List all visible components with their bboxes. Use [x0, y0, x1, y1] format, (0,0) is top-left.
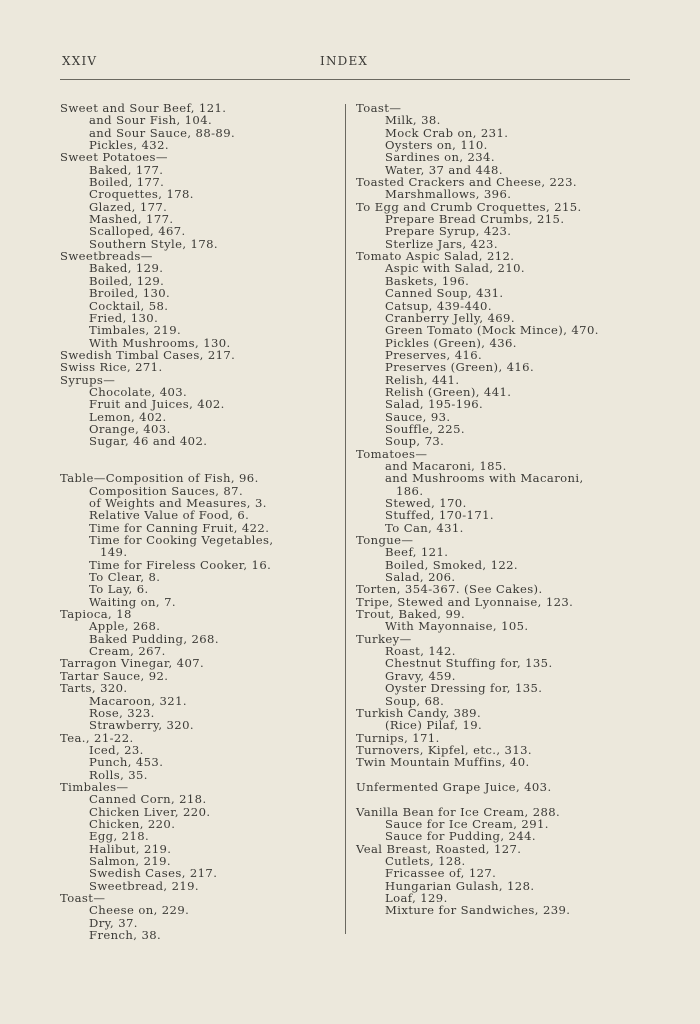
right-index-column	[356, 102, 641, 917]
index-subentry: Relative Value of Food, 6.	[89, 508, 250, 523]
index-subentry: With Mayonnaise, 105.	[385, 619, 529, 634]
index-subentry: Relish, 441.	[385, 372, 460, 387]
index-subentry: Stewed, 170.	[385, 496, 467, 510]
index-subentry: Glazed, 177.	[89, 199, 168, 214]
index-subentry: Timbales, 219.	[89, 323, 182, 338]
index-entry: Tomatoes—	[356, 446, 428, 461]
index-subentry: Water, 37 and 448.	[385, 162, 503, 177]
index-entry: Tapioca, 18	[60, 607, 132, 622]
index-subentry: Milk, 38.	[385, 113, 441, 128]
index-subentry: Chocolate, 403.	[89, 384, 188, 399]
index-subentry: Salad, 206.	[385, 570, 456, 585]
page-number: XXIV	[62, 54, 98, 68]
index-subentry: Souffle, 225.	[385, 421, 465, 436]
index-subentry: Apple, 268.	[89, 619, 161, 634]
index-subentry: Strawberry, 320.	[89, 718, 194, 733]
index-subentry: Halibut, 219.	[89, 841, 172, 856]
index-subentry: Scalloped, 467.	[89, 224, 186, 239]
index-subentry: Egg, 218.	[89, 829, 150, 844]
index-subentry: With Mushrooms, 130.	[89, 335, 231, 350]
index-subentry: French, 38.	[89, 928, 162, 943]
index-subentry: Broiled, 130.	[89, 286, 171, 301]
index-subentry: 149.	[100, 545, 128, 560]
index-entry: Turnovers, Kipfel, etc., 313.	[356, 742, 532, 757]
index-entry: Toast—	[60, 891, 106, 905]
column-divider	[345, 104, 346, 934]
index-subentry: Chicken Liver, 220.	[89, 804, 211, 819]
index-subentry: Dry, 37.	[89, 915, 138, 930]
index-entry: Sweet Potatoes—	[60, 150, 168, 165]
index-subentry: Oysters on, 110.	[385, 138, 488, 153]
index-subentry: Time for Fireless Cooker, 16.	[89, 557, 272, 572]
page-title: INDEX	[320, 54, 369, 68]
index-subentry: Relish (Green), 441.	[385, 384, 512, 399]
index-entry: Toasted Crackers and Cheese, 223.	[356, 175, 577, 190]
index-subentry: Lemon, 402.	[89, 409, 167, 424]
header-rule	[60, 79, 630, 80]
index-entry: Swiss Rice, 271.	[60, 360, 163, 375]
index-entry: Swedish Timbal Cases, 217.	[60, 347, 236, 362]
index-subentry: 186.	[396, 483, 424, 498]
index-entry: Veal Breast, Roasted, 127.	[356, 841, 522, 856]
index-subentry: Macaroon, 321.	[89, 693, 187, 708]
index-subentry: Mixture for Sandwiches, 239.	[385, 903, 571, 918]
index-subentry: Cutlets, 128.	[385, 853, 466, 868]
index-subentry: To Lay, 6.	[89, 582, 149, 597]
entry-gap	[356, 793, 641, 805]
index-subentry: Mock Crab on, 231.	[385, 125, 509, 140]
index-subentry: Roast, 142.	[385, 644, 456, 659]
index-subentry: Stuffed, 170-171.	[385, 508, 494, 523]
index-subentry: of Weights and Measures, 3.	[89, 496, 267, 510]
index-subentry: Soup, 73.	[385, 434, 445, 449]
index-entry: Tartar Sauce, 92.	[60, 668, 169, 683]
index-subentry: and Sour Sauce, 88-89.	[89, 125, 236, 140]
entry-gap	[60, 448, 342, 460]
index-entry: Table—Composition of Fish, 96.	[60, 471, 259, 486]
index-subentry: Chestnut Stuffing for, 135.	[385, 656, 553, 671]
index-entry: Toast—	[356, 101, 402, 115]
index-subentry: Sweetbread, 219.	[89, 878, 199, 893]
index-entry: Tarts, 320.	[60, 681, 128, 696]
index-entry: Syrups—	[60, 372, 116, 387]
index-subentry: Rose, 323.	[89, 705, 155, 720]
index-subentry: Canned Corn, 218.	[89, 792, 207, 807]
index-subentry: Fruit and Juices, 402.	[89, 397, 225, 412]
index-subentry: and Sour Fish, 104.	[89, 113, 213, 128]
index-subentry: Baked, 177.	[89, 162, 164, 177]
index-subentry: Chicken, 220.	[89, 816, 176, 831]
index-subentry: Southern Style, 178.	[89, 236, 218, 251]
index-entry: Tongue—	[356, 533, 414, 548]
index-subentry: Oyster Dressing for, 135.	[385, 681, 543, 696]
index-entry: Tarragon Vinegar, 407.	[60, 656, 205, 671]
index-entry: Twin Mountain Muffins, 40.	[356, 755, 530, 770]
index-subentry: Sterlize Jars, 423.	[385, 236, 498, 251]
index-subentry: Boiled, 177.	[89, 175, 165, 190]
index-subentry: Baked, 129.	[89, 261, 164, 276]
index-subentry: Canned Soup, 431.	[385, 286, 504, 301]
index-entry: Turkish Candy, 389.	[356, 705, 482, 720]
left-index-column	[60, 102, 342, 941]
index-entry: Timbales—	[60, 779, 129, 794]
index-subentry: Prepare Bread Crumbs, 215.	[385, 212, 565, 227]
index-subentry: Pickles (Green), 436.	[385, 335, 517, 350]
index-entry: To Egg and Crumb Croquettes, 215.	[356, 199, 582, 214]
index-subentry: Time for Canning Fruit, 422.	[89, 520, 270, 535]
index-subentry: Gravy, 459.	[385, 668, 456, 683]
index-subentry: Fried, 130.	[89, 310, 159, 325]
index-subentry: Preserves (Green), 416.	[385, 360, 535, 375]
index-subentry: Boiled, Smoked, 122.	[385, 557, 518, 572]
index-entry: Turkey—	[356, 631, 412, 646]
index-subentry: Cheese on, 229.	[89, 903, 190, 918]
index-subentry: (Rice) Pilaf, 19.	[385, 718, 483, 733]
index-entry: Unfermented Grape Juice, 403.	[356, 779, 552, 794]
index-entry: Turnips, 171.	[356, 730, 440, 745]
index-subentry: Hungarian Gulash, 128.	[385, 878, 535, 893]
index-subentry: Croquettes, 178.	[89, 187, 194, 202]
index-subentry: Mashed, 177.	[89, 212, 174, 227]
index-subentry: Baskets, 196.	[385, 273, 470, 288]
index-subentry: Sauce for Ice Cream, 291.	[385, 816, 549, 831]
index-subentry: Orange, 403.	[89, 421, 171, 436]
index-subentry: Cocktail, 58.	[89, 298, 169, 313]
index-subentry: Loaf, 129.	[385, 891, 448, 905]
index-entry: Sweetbreads—	[60, 249, 153, 264]
index-subentry: Composition Sauces, 87.	[89, 483, 244, 498]
index-subentry: Salmon, 219.	[89, 853, 171, 868]
index-entry: Trout, Baked, 99.	[356, 607, 466, 622]
index-subentry: Swedish Cases, 217.	[89, 866, 218, 881]
index-subentry: Preserves, 416.	[385, 347, 483, 362]
index-subentry: and Mushrooms with Macaroni,	[385, 471, 584, 486]
index-subentry: Boiled, 129.	[89, 273, 165, 288]
index-entry: Tea., 21-22.	[60, 730, 134, 745]
index-entry: Tripe, Stewed and Lyonnaise, 123.	[356, 594, 574, 609]
index-subentry: Cream, 267.	[89, 644, 166, 659]
index-subentry: Salad, 195-196.	[385, 397, 484, 412]
index-subentry: To Can, 431.	[385, 520, 464, 535]
index-subentry: Marshmallows, 396.	[385, 187, 512, 202]
index-subentry: and Macaroni, 185.	[385, 458, 507, 473]
index-subentry: Soup, 68.	[385, 693, 445, 708]
index-subentry: Iced, 23.	[89, 742, 144, 757]
index-subentry: Catsup, 439-440.	[385, 298, 492, 313]
index-subentry: Green Tomato (Mock Mince), 470.	[385, 323, 599, 338]
index-subentry: Pickles, 432.	[89, 138, 169, 153]
index-subentry: Baked Pudding, 268.	[89, 631, 219, 646]
index-subentry: Time for Cooking Vegetables,	[89, 533, 274, 548]
index-subentry: Waiting on, 7.	[89, 594, 176, 609]
index-subentry: Sauce, 93.	[385, 409, 451, 424]
index-entry: Sweet and Sour Beef, 121.	[60, 101, 227, 115]
index-subentry: Sugar, 46 and 402.	[89, 434, 208, 449]
index-entry: Vanilla Bean for Ice Cream, 288.	[356, 804, 561, 819]
index-subentry: Cranberry Jelly, 469.	[385, 310, 515, 325]
index-subentry: Aspic with Salad, 210.	[385, 261, 525, 276]
index-subentry: To Clear, 8.	[89, 570, 161, 585]
index-subentry: Beef, 121.	[385, 545, 449, 560]
index-entry: Tomato Aspic Salad, 212.	[356, 249, 515, 264]
index-subentry: Punch, 453.	[89, 755, 164, 770]
index-entry: Torten, 354-367. (See Cakes).	[356, 582, 543, 597]
index-subentry: Rolls, 35.	[89, 767, 148, 782]
index-subentry: Prepare Syrup, 423.	[385, 224, 512, 239]
index-subentry: Fricassee of, 127.	[385, 866, 497, 881]
index-subentry: Sauce for Pudding, 244.	[385, 829, 536, 844]
index-subentry: Sardines on, 234.	[385, 150, 495, 165]
